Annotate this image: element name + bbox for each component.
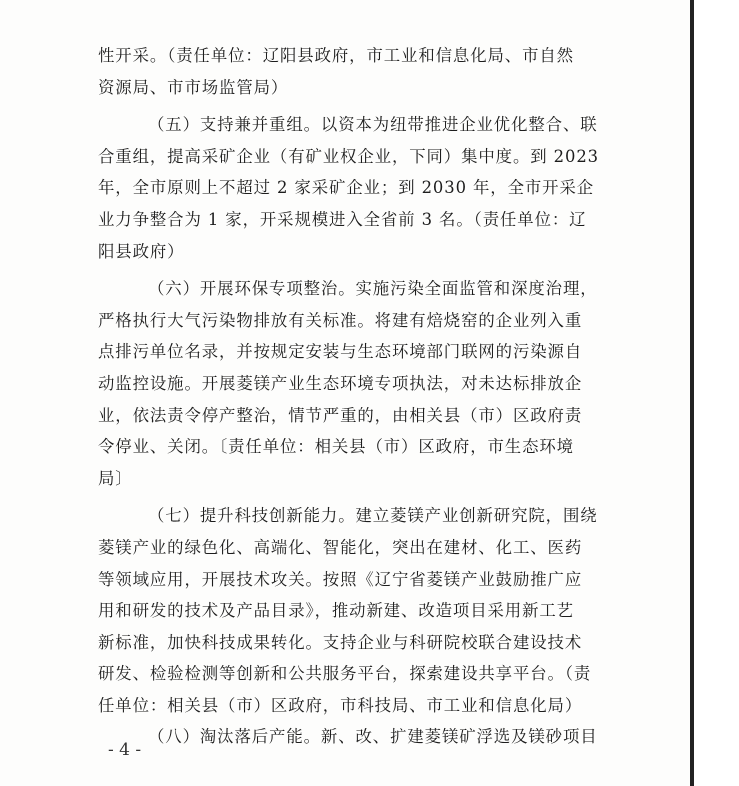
section-heading-8: （八）淘汰落后产能。新、改、扩建菱镁矿浮选及镁砂项目	[148, 727, 598, 747]
section-heading-6: （六）开展环保专项整治。实施污染全面监管和深度治理，	[148, 279, 598, 299]
text-line: 研发、检验检测等创新和公共服务平台，探索建设共享平台。（责	[98, 664, 592, 684]
text-line: 点排污单位名录，并按规定安装与生态环境部门联网的污染源自	[98, 342, 583, 362]
text-line: 年，全市原则上不超过 2 家采矿企业；到 2030 年，全市开采企	[98, 178, 595, 198]
text-line: 菱镁产业的绿色化、高端化、智能化，突出在建材、化工、医药	[98, 537, 583, 557]
section-heading-5: （五）支持兼并重组。以资本为纽带推进企业优化整合、联	[148, 115, 598, 135]
text-line: 合重组，提高采矿企业（有矿业权企业，下同）集中度。到 2023	[98, 146, 599, 166]
text-line: 等领域应用，开展技术攻关。按照《辽宁省菱镁产业鼓励推广应	[98, 569, 583, 589]
text-line: 资源局、市市场监管局）	[98, 77, 289, 97]
text-line: 新标准，加快科技成果转化。支持企业与科研院校联合建设技术	[98, 632, 583, 652]
text-line: 业力争整合为 1 家，开采规模进入全省前 3 名。（责任单位：辽	[98, 209, 587, 229]
text-line: 性开采。（责任单位：辽阳县政府，市工业和信息化局、市自然	[98, 46, 574, 65]
text-line: 任单位：相关县（市）区政府，市科技局、市工业和信息化局）	[98, 695, 583, 715]
text-line: 阳县政府）	[98, 241, 185, 261]
text-line: 局〕	[98, 468, 133, 488]
page-number: - 4 -	[108, 740, 142, 760]
text-line: 令停业、关闭。〔责任单位：相关县（市）区政府，市生态环境	[98, 437, 574, 457]
section-heading-7: （七）提升科技创新能力。建立菱镁产业创新研究院，围绕	[148, 506, 598, 526]
text-line: 动监控设施。开展菱镁产业生态环境专项执法，对未达标排放企	[98, 373, 583, 393]
text-line: 用和研发的技术及产品目录》，推动新建、改造项目采用新工艺	[98, 601, 574, 621]
right-margin	[694, 0, 739, 786]
text-line: 严格执行大气污染物排放有关标准。将建有焙烧窑的企业列入重	[98, 310, 583, 330]
text-line: 业，依法责令停产整治，情节严重的，由相关县（市）区政府责	[98, 405, 583, 425]
body-text	[98, 40, 599, 753]
